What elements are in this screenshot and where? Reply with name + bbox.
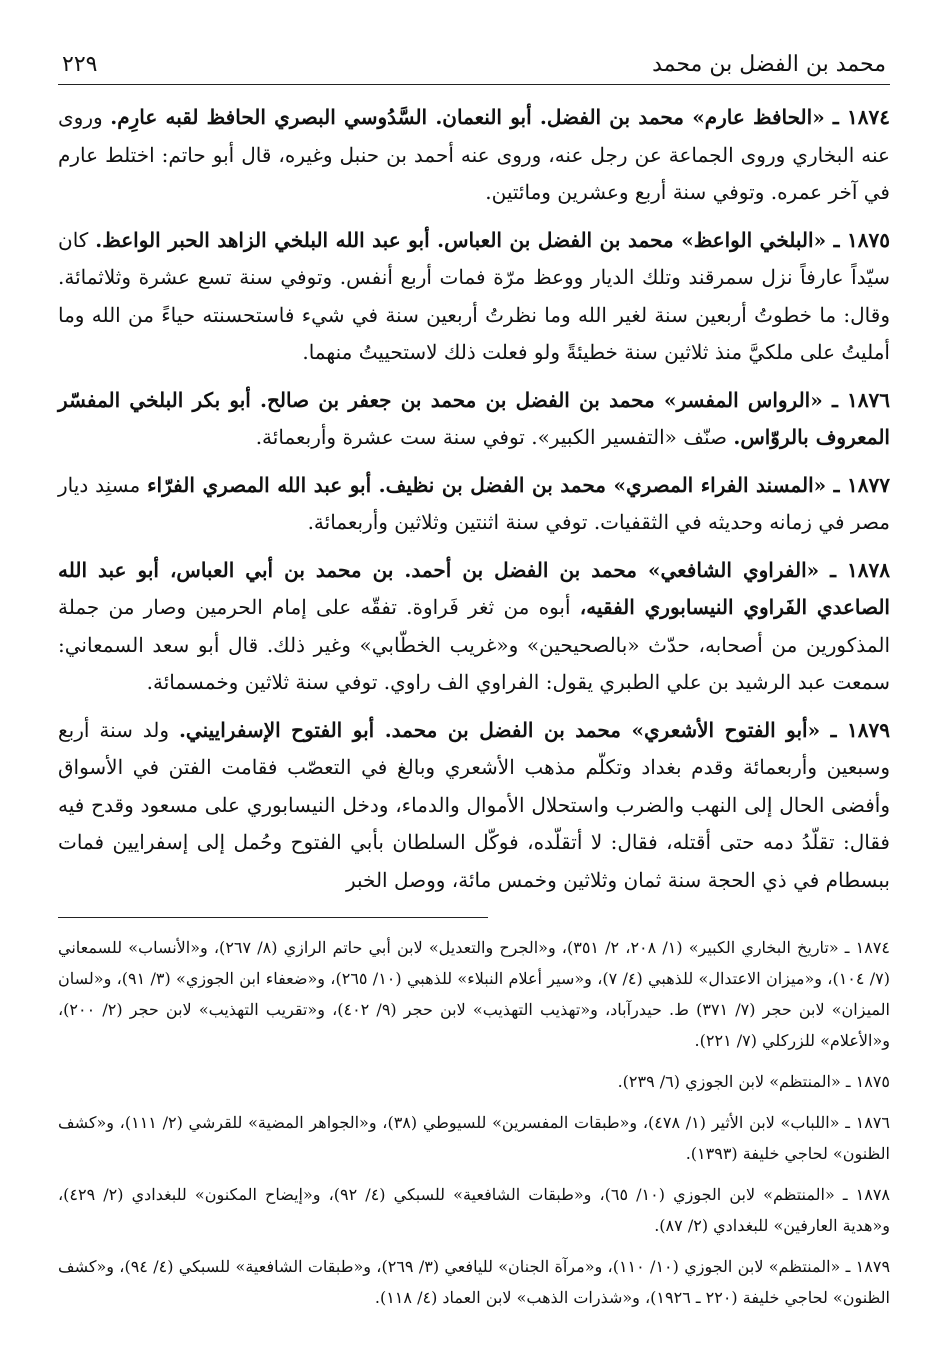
running-header [58,50,890,84]
entries [58,99,890,899]
footnote [58,932,890,1056]
footnote-number: ١٨٧٩ ـ [840,1257,891,1276]
entry-heading: «المسند الفراء المصري» محمد بن الفضل بن نظيف. أبو عبد الله المصري الفرّاء [147,472,827,497]
entry-number: ١٨٧٥ ـ [826,227,890,252]
entry-body: مسنِد ديار مصر في زمانه وحديثه في الثقفيات. توفي سنة اثنتين وثلاثين وأربعمائة. [58,472,890,534]
footnote [58,1251,890,1313]
footnote-number: ١٨٧٨ ـ [834,1185,890,1204]
entry-number: ١٨٧٨ ـ [819,557,890,582]
entry-body: وروى عنه البخاري وروى الجماعة عن رجل عنه، وروى عنه أحمد بن حنبل وغيره، قال أبو حاتم: اختلط عارم في آخر عمره. وتوفي سنة أربع وعشرين ومائتين. [58,105,890,204]
biography-entry [58,552,890,702]
entry-body: ولد سنة أربع وسبعين وأربعمائة وقدم بغداد وتكلّم مذهب الأشعري وبالغ في التعصّب فقامت الفتن في الأسواق وأفضى الحال إلى النهب والضرب واستحلال الأموال والدماء، ودخل النيسابوري على مسعود وقدح فيه فقال: تقلّدُ دمه حتى أقتله، فقال: لا أتقلّده، فوكّل السلطان بأبي الفتوح وحُمل إلى إسفرايين فمات ببسطام في ذي الحجة سنة ثمان وثلاثين وخمس مائة، ووصل الخبر [58,717,890,892]
footnote-number: ١٨٧٥ ـ [840,1072,890,1091]
footnote-text: «المنتظم» لابن الجوزي (٦/ ٢٣٩). [617,1072,841,1091]
biography-entry [58,222,890,372]
biography-entry [58,712,890,900]
footnotes [58,932,890,1313]
entry-body: صنّف «التفسير الكبير». توفي سنة ست عشرة وأربعمائة. [255,425,734,449]
footnote-rule [58,917,488,918]
footnote-text: «المنتظم» لابن الجوزي (١٠/ ٦٥)، و«طبقات الشافعية» للسبكي (٤/ ٩٢)، و«إيضاح المكنون» للبغدادي (٢/ ٤٢٩)، و«هدية العارفين» للبغدادي (٢/ ٨٧). [58,1185,890,1235]
footnote-text: «اللباب» لابن الأثير (١/ ٤٧٨)، و«طبقات المفسرين» للسيوطي (٣٨)، و«الجواهر المضية» للقرشي (٢/ ١١١)، و«كشف الظنون» لحاجي خليفة (١٣٩٣). [58,1113,890,1163]
entry-heading: «أبو الفتوح الأشعري» محمد بن الفضل بن محمد. أبو الفتوح الإسفراييني. [178,717,821,742]
entry-number: ١٨٧٤ ـ [824,105,890,129]
biography-entry [58,99,890,212]
entry-heading: «الفراوي الشافعي» محمد بن الفضل بن أحمد. بن محمد بن أبي العباس، أبو عبد الله الصاعدي الفَراوي النيسابوري الفقيه، [58,557,890,619]
entry-heading: «الحافظ عارم» محمد بن الفضل. أبو النعمان. السَّدُوسي البصري الحافظ لقبه عارِم. [110,105,825,129]
entry-number: ١٨٧٦ ـ [822,387,890,412]
page-number: ٢٢٩ [62,52,98,77]
entry-number: ١٨٧٧ ـ [826,472,890,497]
entry-number: ١٨٧٩ ـ [820,717,890,742]
entry-heading: «الرواس المفسر» محمد بن الفضل بن محمد بن جعفر بن صالح. أبو بكر البلخي المفسّر المعروف بالروّاس. [58,387,890,449]
entry-body: أبوه من ثغر فَراوة. تفقّه على إمام الحرمين وصار من جملة المذكورين من أصحابه، حدّث «بالصحيحين» و«غريب الخطّابي» وغير ذلك. قال أبو سعد السمعاني: سمعت عبد الرشيد بن علي الطبري يقول: الفراوي الف راوي. توفي سنة ثلاثين وخمسمائة. [58,595,890,694]
footnote-number: ١٨٧٦ ـ [839,1113,891,1132]
footnote [58,1066,890,1097]
running-title: محمد بن الفضل بن محمد [652,52,886,77]
biography-entry [58,382,890,457]
entry-body: كان سيّداً عارفاً نزل سمرقند وتلك الديار ووعظ مرّة فمات أربع أنفس. وتوفي سنة تسع عشرة وثلاثمائة. وقال: ما خطوتُ أربعين سنة لغير الله وما نظرتُ أربعين سنة في شيء فاستحسنته حياءً من الله وما أمليتُ على ملكيَّ منذ ثلاثين سنة خطيئةً ولو فعلت ذلك لاستحييتُ منهما. [58,227,890,364]
biography-entry [58,467,890,542]
footnote-text: «تاريخ البخاري الكبير» (١/ ٢٠٨، ٢/ ٣٥١)، و«الجرح والتعديل» لابن أبي حاتم الرازي (٨/ ٢٦٧)، و«الأنساب» للسمعاني (٧/ ١٠٤)، و«ميزان الاعتدال» للذهبي (٤/ ٧)، و«سير أعلام النبلاء» للذهبي (١٠/ ٢٦٥)، و«ضعفاء ابن الجوزي» (٣/ ٩١)، و«لسان الميزان» لابن حجر (٧/ ٣٧١) ط. حيدرآباد، و«تهذيب التهذيب» لابن حجر (٩/ ٤٠٢)، و«تقريب التهذيب» لابن حجر (٢/ ٢٠٠)، و«الأعلام» للزركلي (٧/ ٢٢١). [58,938,891,1050]
footnote-text: «المنتظم» لابن الجوزي (١٠/ ١١٠)، و«مرآة الجنان» لليافعي (٣/ ٢٦٩)، و«طبقات الشافعية» للسبكي (٤/ ٩٤)، و«كشف الظنون» لحاجي خليفة (٢٢٠ ـ ١٩٢٦)، و«شذرات الذهب» لابن العماد (٤/ ١١٨). [58,1257,890,1307]
footnote-number: ١٨٧٤ ـ [838,938,891,957]
entry-heading: «البلخي الواعظ» محمد بن الفضل بن العباس. أبو عبد الله البلخي الزاهد الحبر الواعظ. [95,227,827,252]
footnote [58,1107,890,1169]
footnote [58,1179,890,1241]
header-rule [58,84,890,85]
